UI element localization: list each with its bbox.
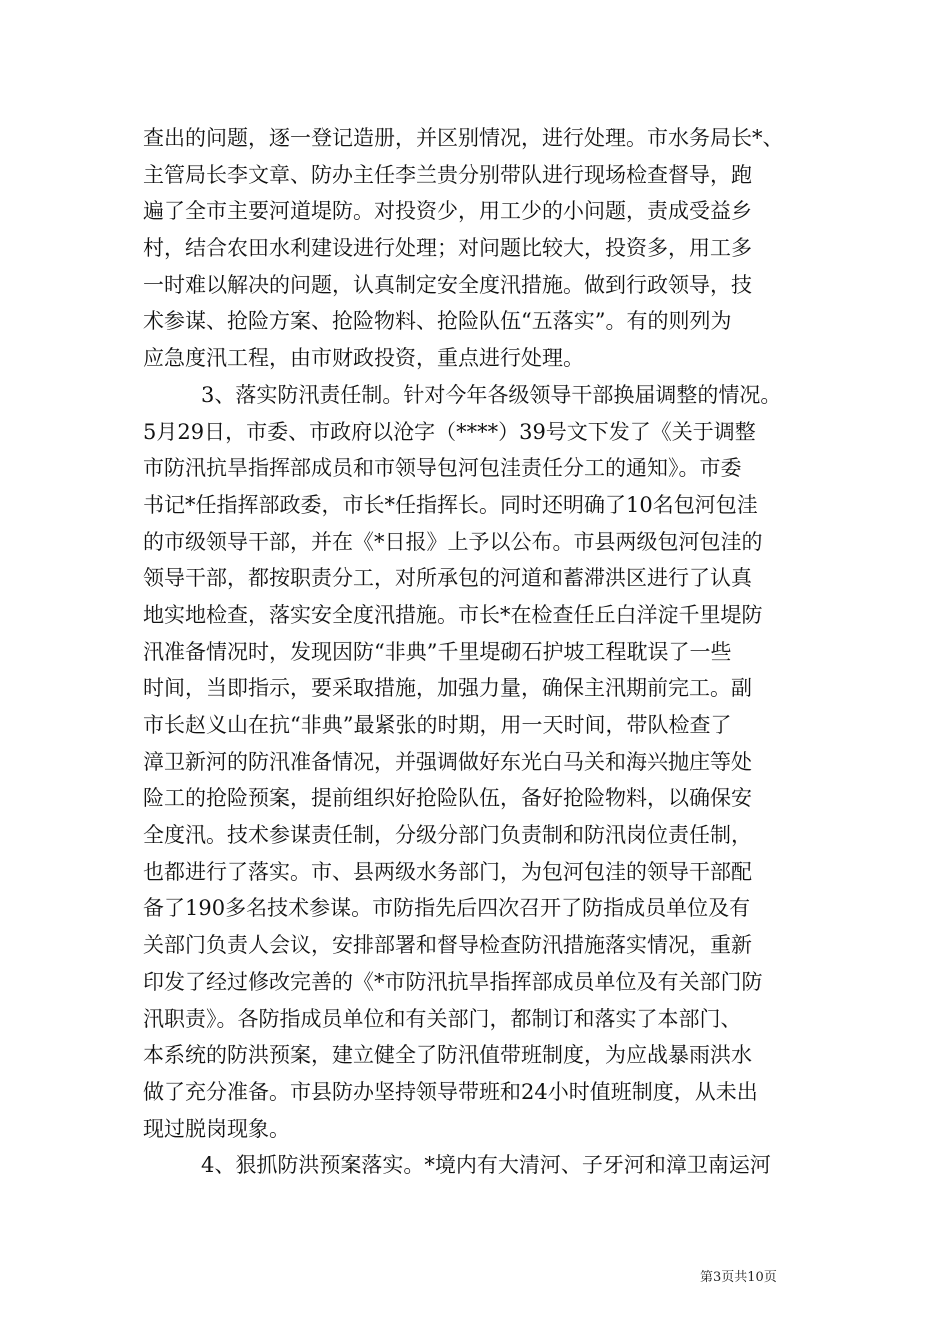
text-line: 领导干部，都按职责分工，对所承包的河道和蓄滞洪区进行了认真 — [143, 566, 752, 591]
text-line: 关部门负责人会议，安排部署和督导检查防汛措施落实情况，重新 — [143, 933, 752, 958]
text-line: 汛准备情况时，发现因防“非典”千里堤砌石护坡工程耽误了一些 — [143, 639, 732, 664]
text-line: 地实地检查，落实安全度汛措施。市长*在检查任丘白洋淀千里堤防 — [143, 602, 763, 627]
text-line: 现过脱岗现象。 — [143, 1116, 290, 1141]
text-line: 市长赵义山在抗“非典”最紧张的时期，用一天时间，带队检查了 — [143, 713, 732, 737]
text-line: 备了190多名技术参谋。市防指先后四次召开了防指成员单位及有 — [143, 896, 751, 921]
text-line: 时间，当即指示，要采取措施，加强力量，确保主汛期前完工。副 — [143, 676, 752, 701]
text-line: 印发了经过修改完善的《*市防汛抗旱指挥部成员单位及有关部门防 — [143, 969, 763, 994]
text-line: 应急度汛工程，由市财政投资，重点进行处理。 — [143, 346, 584, 371]
text-line: 术参谋、抢险方案、抢险物料、抢险队伍“五落实”。有的则列为 — [143, 309, 732, 334]
text-line: 一时难以解决的问题，认真制定安全度汛措施。做到行政领导，技 — [143, 272, 752, 297]
text-line: 市防汛抗旱指挥部成员和市领导包河包洼责任分工的通知》。市委 — [143, 456, 742, 481]
page-footer — [700, 1266, 777, 1285]
text-line: 查出的问题，逐一登记造册，并区别情况，进行处理。市水务局长*、 — [143, 126, 784, 150]
page-number: 第3页共10页 — [700, 1270, 777, 1285]
text-line: 的市级领导干部，并在《*日报》上予以公布。市县两级包河包洼的 — [143, 529, 763, 554]
text-line: 村，结合农田水利建设进行处理；对问题比较大，投资多，用工多 — [143, 236, 752, 261]
text-line: 漳卫新河的防汛准备情况，并强调做好东光白马关和海兴抛庄等处 — [143, 749, 752, 774]
body-text — [143, 120, 823, 1184]
text-line: 书记*任指挥部政委，市长*任指挥长。同时还明确了10名包河包洼 — [143, 492, 758, 517]
text-line: 险工的抢险预案，提前组织好抢险队伍，备好抢险物料，以确保安 — [143, 786, 752, 811]
text-line: 本系统的防洪预案，建立健全了防汛值带班制度，为应战暴雨洪水 — [143, 1043, 752, 1068]
text-line: 主管局长李文章、防办主任李兰贵分别带队进行现场检查督导，跑 — [143, 162, 752, 187]
text-line: 3、落实防汛责任制。针对今年各级领导干部换届调整的情况。 — [201, 382, 782, 407]
text-line: 全度汛。技术参谋责任制，分级分部门负责制和防汛岗位责任制， — [143, 823, 752, 848]
text-line: 遍了全市主要河道堤防。对投资少，用工少的小问题，责成受益乡 — [143, 199, 752, 224]
text-line: 5月29日，市委、市政府以沧字（****）39号文下发了《关于调整 — [143, 419, 756, 444]
text-line: 也都进行了落实。市、县两级水务部门，为包河包洼的领导干部配 — [143, 859, 752, 884]
text-line: 汛职责》。各防指成员单位和有关部门，都制订和落实了本部门、 — [143, 1006, 742, 1031]
text-line: 4、狠抓防洪预案落实。*境内有大清河、子牙河和漳卫南运河 — [201, 1153, 771, 1178]
text-line: 做了充分准备。市县防办坚持领导带班和24小时值班制度，从未出 — [143, 1079, 758, 1104]
